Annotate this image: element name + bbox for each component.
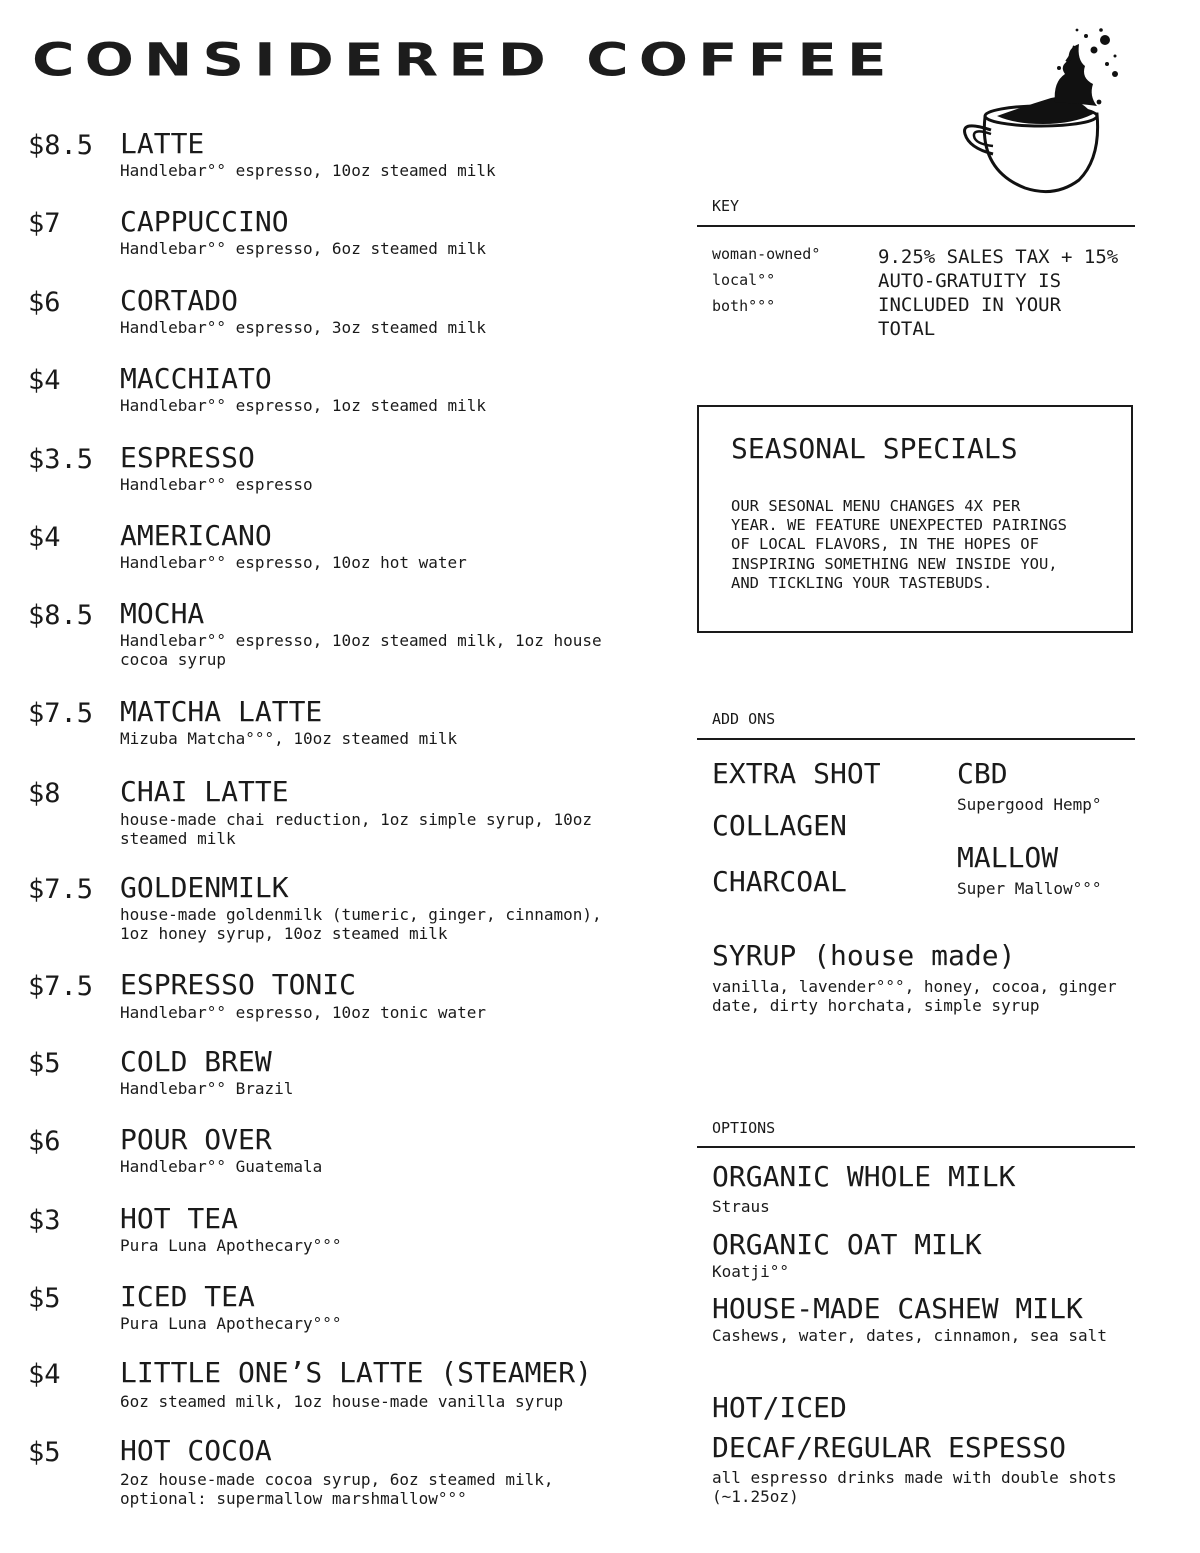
item-description: Pura Luna Apothecary°°° bbox=[120, 1314, 342, 1333]
item-name: ICED TEA bbox=[120, 1280, 255, 1313]
item-price: $5 bbox=[28, 1437, 61, 1468]
item-name: MOCHA bbox=[120, 597, 205, 630]
item-description: 6oz steamed milk, 1oz house-made vanilla syrup bbox=[120, 1392, 564, 1411]
key-entry-local: local°° bbox=[712, 271, 776, 289]
item-name: POUR OVER bbox=[120, 1123, 272, 1156]
item-name: HOT COCOA bbox=[120, 1434, 272, 1467]
item-name: CAPPUCCINO bbox=[120, 205, 289, 238]
item-price: $6 bbox=[28, 287, 61, 318]
addon-mallow: MALLOW bbox=[957, 841, 1059, 874]
item-price: $7.5 bbox=[28, 971, 94, 1002]
option-whole-milk-source: Straus bbox=[712, 1197, 770, 1216]
item-name: LITTLE ONE’S LATTE (STEAMER) bbox=[120, 1356, 593, 1389]
addons-label: ADD ONS bbox=[712, 710, 776, 728]
options-divider bbox=[697, 1146, 1135, 1148]
item-name: AMERICANO bbox=[120, 519, 272, 552]
option-whole-milk: ORGANIC WHOLE MILK bbox=[712, 1160, 1016, 1193]
addons-divider bbox=[697, 738, 1135, 740]
item-price: $7.5 bbox=[28, 874, 94, 905]
item-description: Handlebar°° espresso, 6oz steamed milk bbox=[120, 239, 487, 258]
option-hot-iced: HOT/ICED bbox=[712, 1391, 847, 1424]
item-name: CORTADO bbox=[120, 284, 239, 317]
item-description: Handlebar°° espresso, 10oz hot water bbox=[120, 553, 467, 572]
item-name: ESPRESSO bbox=[120, 441, 255, 474]
option-oat-milk: ORGANIC OAT MILK bbox=[712, 1228, 982, 1261]
item-description: Handlebar°° espresso, 10oz steamed milk, 1oz house cocoa syrup bbox=[120, 631, 602, 669]
item-price: $4 bbox=[28, 522, 61, 553]
tax-gratuity-note: 9.25% SALES TAX + 15% AUTO-GRATUITY IS INCLUDED IN YOUR TOTAL bbox=[878, 246, 1119, 340]
item-price: $7.5 bbox=[28, 698, 94, 729]
item-price: $5 bbox=[28, 1283, 61, 1314]
page-title: CONSIDERED COFFEE bbox=[32, 33, 897, 87]
addon-syrup-flavors: vanilla, lavender°°°, honey, cocoa, ginger date, dirty horchata, simple syrup bbox=[712, 977, 1117, 1015]
addon-charcoal: CHARCOAL bbox=[712, 865, 847, 898]
addon-cbd-source: Supergood Hemp° bbox=[957, 795, 1102, 814]
item-price: $4 bbox=[28, 365, 61, 396]
key-entry-woman-owned: woman-owned° bbox=[712, 245, 821, 263]
espresso-footnote: all espresso drinks made with double shots (~1.25oz) bbox=[712, 1468, 1117, 1506]
item-price: $6 bbox=[28, 1126, 61, 1157]
option-decaf-regular: DECAF/REGULAR ESPESSO bbox=[712, 1431, 1067, 1464]
item-name: MATCHA LATTE bbox=[120, 695, 323, 728]
addon-cbd: CBD bbox=[957, 757, 1008, 790]
item-name: GOLDENMILK bbox=[120, 871, 289, 904]
item-price: $3 bbox=[28, 1205, 61, 1236]
seasonal-specials-box bbox=[697, 405, 1133, 633]
addon-mallow-source: Super Mallow°°° bbox=[957, 879, 1102, 898]
item-description: Handlebar°° espresso bbox=[120, 475, 313, 494]
item-name: HOT TEA bbox=[120, 1202, 239, 1235]
item-description: Pura Luna Apothecary°°° bbox=[120, 1236, 342, 1255]
item-name: COLD BREW bbox=[120, 1045, 272, 1078]
key-list bbox=[712, 241, 820, 319]
item-price: $8.5 bbox=[28, 130, 94, 161]
item-price: $4 bbox=[28, 1359, 61, 1390]
key-entry-both: both°°° bbox=[712, 297, 776, 315]
coffee-cup-splash-icon bbox=[955, 22, 1125, 198]
options-label: OPTIONS bbox=[712, 1119, 776, 1137]
key-label: KEY bbox=[712, 197, 740, 215]
item-description: 2oz house-made cocoa syrup, 6oz steamed milk, optional: supermallow marshmallow°°° bbox=[120, 1470, 554, 1508]
item-price: $5 bbox=[28, 1048, 61, 1079]
addon-extra-shot: EXTRA SHOT bbox=[712, 757, 881, 790]
option-cashew-milk-ingredients: Cashews, water, dates, cinnamon, sea salt bbox=[712, 1326, 1107, 1345]
item-name: LATTE bbox=[120, 127, 205, 160]
specials-body: OUR SESONAL MENU CHANGES 4X PER YEAR. WE FEATURE UNEXPECTED PAIRINGS OF LOCAL FLAVORS, IN THE HOPES OF INSPIRING SOMETHING NEW INSIDE YOU, AND TICKLING YOUR TASTEBUDS. bbox=[731, 497, 1067, 592]
item-price: $8.5 bbox=[28, 600, 94, 631]
item-description: Handlebar°° Guatemala bbox=[120, 1157, 323, 1176]
addon-collagen: COLLAGEN bbox=[712, 809, 847, 842]
item-price: $7 bbox=[28, 208, 61, 239]
item-description: Handlebar°° espresso, 1oz steamed milk bbox=[120, 396, 487, 415]
option-oat-milk-source: Koatji°° bbox=[712, 1262, 790, 1281]
item-name: CHAI LATTE bbox=[120, 775, 289, 808]
item-name: MACCHIATO bbox=[120, 362, 272, 395]
item-name: ESPRESSO TONIC bbox=[120, 968, 357, 1001]
item-description: Handlebar°° espresso, 10oz steamed milk bbox=[120, 161, 496, 180]
option-cashew-milk: HOUSE-MADE CASHEW MILK bbox=[712, 1292, 1083, 1325]
specials-title: SEASONAL SPECIALS bbox=[731, 432, 1018, 465]
item-description: Handlebar°° espresso, 3oz steamed milk bbox=[120, 318, 487, 337]
item-price: $8 bbox=[28, 778, 61, 809]
item-description: house-made goldenmilk (tumeric, ginger, cinnamon), 1oz honey syrup, 10oz steamed milk bbox=[120, 905, 602, 943]
item-description: Handlebar°° espresso, 10oz tonic water bbox=[120, 1003, 487, 1022]
item-description: house-made chai reduction, 1oz simple syrup, 10oz steamed milk bbox=[120, 810, 593, 848]
addon-syrup: SYRUP (house made) bbox=[712, 939, 1016, 972]
key-divider bbox=[697, 225, 1135, 227]
item-description: Handlebar°° Brazil bbox=[120, 1079, 294, 1098]
item-price: $3.5 bbox=[28, 444, 94, 475]
item-description: Mizuba Matcha°°°, 10oz steamed milk bbox=[120, 729, 458, 748]
